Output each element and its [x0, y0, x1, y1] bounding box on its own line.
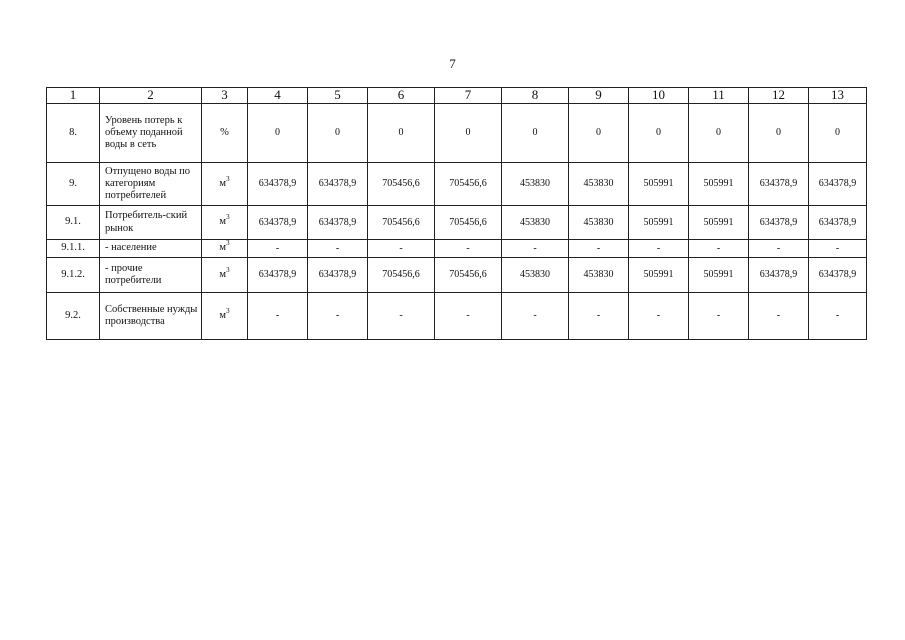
row-description: - население	[100, 240, 202, 258]
header-cell: 9	[569, 88, 629, 104]
value-cell: 0	[248, 104, 308, 163]
value-cell: -	[689, 293, 749, 340]
unit-base: м	[219, 242, 227, 254]
value-cell: 634378,9	[248, 163, 308, 206]
value-cell: 0	[689, 104, 749, 163]
value-cell: 705456,6	[435, 163, 502, 206]
table-row	[47, 104, 867, 163]
header-cell: 13	[809, 88, 867, 104]
value-cell: 634378,9	[809, 258, 867, 293]
value-cell: 505991	[629, 258, 689, 293]
row-number: 9.1.2.	[47, 258, 100, 293]
row-unit	[202, 258, 248, 293]
value-cell: -	[689, 240, 749, 258]
value-cell: 634378,9	[749, 258, 809, 293]
value-cell: -	[749, 240, 809, 258]
value-cell: 0	[629, 104, 689, 163]
table-row	[47, 240, 867, 258]
value-cell: -	[502, 240, 569, 258]
value-cell: 0	[749, 104, 809, 163]
row-number: 9.1.1.	[47, 240, 100, 258]
value-cell: 453830	[502, 258, 569, 293]
value-cell: 505991	[629, 206, 689, 240]
row-unit	[202, 163, 248, 206]
header-cell: 2	[100, 88, 202, 104]
header-cell: 12	[749, 88, 809, 104]
value-cell: -	[629, 293, 689, 340]
value-cell: 634378,9	[308, 163, 368, 206]
row-description: Отпущено воды по категориям потребителей	[100, 163, 202, 206]
value-cell: -	[809, 293, 867, 340]
value-cell: 0	[368, 104, 435, 163]
header-cell: 3	[202, 88, 248, 104]
value-cell: 0	[502, 104, 569, 163]
value-cell: 634378,9	[248, 258, 308, 293]
value-cell: 705456,6	[435, 258, 502, 293]
value-cell: -	[749, 293, 809, 340]
unit-superscript: 3	[226, 306, 230, 315]
row-number: 8.	[47, 104, 100, 163]
value-cell: 705456,6	[368, 206, 435, 240]
value-cell: 634378,9	[308, 258, 368, 293]
header-cell: 5	[308, 88, 368, 104]
value-cell: 0	[809, 104, 867, 163]
row-unit	[202, 293, 248, 340]
row-unit	[202, 206, 248, 240]
row-unit	[202, 240, 248, 258]
value-cell: 453830	[502, 206, 569, 240]
value-cell: -	[809, 240, 867, 258]
row-description: Потребитель-ский рынок	[100, 206, 202, 240]
header-cell: 7	[435, 88, 502, 104]
header-cell: 11	[689, 88, 749, 104]
row-unit	[202, 104, 248, 163]
unit-base: м	[219, 268, 227, 280]
row-number: 9.2.	[47, 293, 100, 340]
row-description: Уровень потерь к объему поданной воды в сеть	[100, 104, 202, 163]
value-cell: -	[629, 240, 689, 258]
unit-superscript: 3	[226, 239, 230, 248]
unit-superscript: 3	[226, 265, 230, 274]
value-cell: 634378,9	[308, 206, 368, 240]
value-cell: -	[368, 293, 435, 340]
header-cell: 4	[248, 88, 308, 104]
value-cell: 453830	[569, 163, 629, 206]
row-number: 9.	[47, 163, 100, 206]
value-cell: -	[308, 240, 368, 258]
value-cell: -	[502, 293, 569, 340]
table-header-row	[47, 88, 867, 104]
unit-base: м	[219, 177, 227, 189]
value-cell: -	[368, 240, 435, 258]
value-cell: 0	[435, 104, 502, 163]
header-cell: 8	[502, 88, 569, 104]
value-cell: 634378,9	[248, 206, 308, 240]
unit-base: м	[219, 216, 227, 228]
value-cell: 505991	[689, 163, 749, 206]
row-number: 9.1.	[47, 206, 100, 240]
header-cell: 1	[47, 88, 100, 104]
unit-base: %	[220, 126, 229, 138]
value-cell: -	[569, 240, 629, 258]
value-cell: 634378,9	[809, 163, 867, 206]
value-cell: -	[308, 293, 368, 340]
page-number: 7	[449, 56, 456, 71]
value-cell: -	[569, 293, 629, 340]
unit-superscript: 3	[226, 174, 230, 183]
header-cell: 6	[368, 88, 435, 104]
value-cell: -	[248, 293, 308, 340]
table-row	[47, 206, 867, 240]
unit-superscript: 3	[226, 213, 230, 222]
table-row	[47, 163, 867, 206]
value-cell: -	[435, 293, 502, 340]
row-description: Собственные нужды производства	[100, 293, 202, 340]
data-table	[46, 87, 867, 340]
value-cell: 505991	[629, 163, 689, 206]
value-cell: 505991	[689, 206, 749, 240]
header-cell: 10	[629, 88, 689, 104]
value-cell: 0	[569, 104, 629, 163]
table-row	[47, 293, 867, 340]
table-row	[47, 258, 867, 293]
value-cell: -	[248, 240, 308, 258]
value-cell: 634378,9	[749, 163, 809, 206]
value-cell: 453830	[569, 206, 629, 240]
value-cell: 705456,6	[368, 258, 435, 293]
value-cell: 705456,6	[368, 163, 435, 206]
value-cell: 453830	[502, 163, 569, 206]
value-cell: 705456,6	[435, 206, 502, 240]
unit-base: м	[219, 309, 227, 321]
value-cell: 634378,9	[809, 206, 867, 240]
row-description: - прочие потребители	[100, 258, 202, 293]
value-cell: -	[435, 240, 502, 258]
value-cell: 505991	[689, 258, 749, 293]
value-cell: 0	[308, 104, 368, 163]
value-cell: 634378,9	[749, 206, 809, 240]
value-cell: 453830	[569, 258, 629, 293]
